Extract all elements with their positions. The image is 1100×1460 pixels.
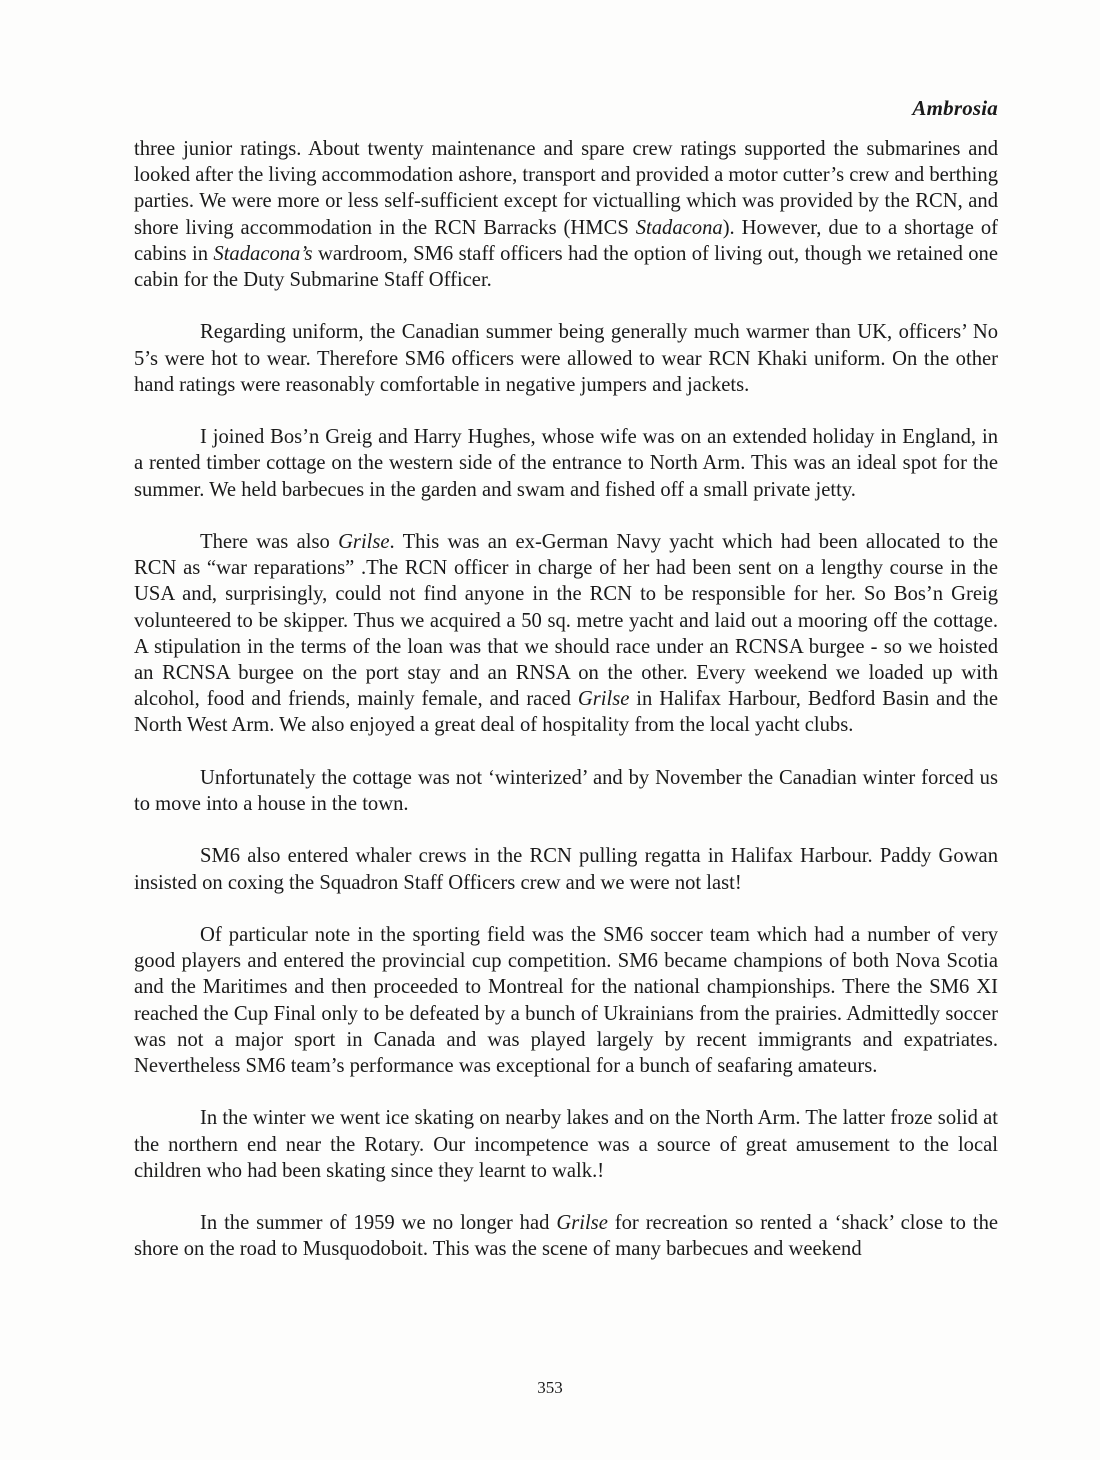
text-run: Unfortunately the cottage was not ‘winterized’ and by November the Canadian winter forced us to move into a house in the town. <box>134 766 998 816</box>
paragraph-5 <box>134 765 998 817</box>
body-text <box>134 136 998 1263</box>
text-run: SM6 also entered whaler crews in the RCN pulling regatta in Halifax Harbour. Paddy Gowan insisted on coxing the Squadron Staff Officers crew and we were not last! <box>134 845 998 894</box>
text-run: in Halifax Harbour, Bedford Basin and the North West Arm. We also enjoyed a great deal of hospitality from the local yacht clubs. <box>134 688 998 737</box>
paragraph-2 <box>134 319 998 398</box>
text-run: In the winter we went ice skating on nearby lakes and on the North Arm. The latter froze solid at the northern end near the Rotary. Our incompetence was a source of great amusement to the local children who had been skating since they learnt to walk.! <box>134 1107 998 1182</box>
text-run-italic: Stadacona <box>635 216 723 239</box>
paragraph-1 <box>134 136 998 293</box>
page-number: 353 <box>537 1378 563 1397</box>
text-run: for recreation so rented a ‘shack’ close to the shore on the road to Musquodoboit. This was the scene of many barbecues and weekend <box>134 1212 999 1261</box>
text-run-italic: Grilse <box>577 688 630 711</box>
text-run: I joined Bos’n Greig and Harry Hughes, whose wife was on an extended holiday in England, in a rented timber cottage on the western side of the entrance to North Arm. This was an ideal spot for the summer. We held barbecues in the garden and swam and fished off a small private jetty. <box>134 426 998 501</box>
paragraph-9 <box>134 1210 998 1262</box>
text-run: ). However, due to a shortage of cabins in <box>134 216 999 265</box>
text-run: . This was an ex-German Navy yacht which had been allocated to the RCN as “war reparations” .The RCN officer in charge of her had been sent on a lengthy course in the USA and, surprisingly, could not find anyone in the RCN to be responsible for her. So Bos’n Greig volunteered to be skipper. Thus we acquired a 50 sq. metre yacht and laid out a mooring off the cottage. A stipulation in the terms of the loan was that we should race under an RCNSA burgee - so we hoisted an RCNSA burgee on the port stay and an RNSA on the other. Every weekend we loaded up with alcohol, food and friends, mainly female, and raced <box>134 531 998 711</box>
paragraph-3 <box>134 424 998 503</box>
paragraph-6 <box>134 843 998 895</box>
paragraph-8 <box>134 1105 998 1184</box>
paragraph-4 <box>134 529 998 739</box>
text-run-italic: Stadacona’s <box>213 242 313 265</box>
text-run: In the summer of 1959 we no longer had <box>200 1212 557 1235</box>
text-run: Of particular note in the sporting field was the SM6 soccer team which had a number of very good players and entered the provincial cup competition. SM6 became champions of both Nova Scotia and the Maritimes and then proceeded to Montreal for the national championships. There the SM6 XI reached the Cup Final only to be defeated by a bunch of Ukrainians from the prairies. Admittedly soccer was not a major sport in Canada and was played largely by recent immigrants and expatriates. Nevertheless SM6 team’s performance was exceptional for a bunch of seafaring amateurs. <box>134 924 998 1078</box>
running-head: Ambrosia <box>912 96 998 120</box>
paragraph-7 <box>134 922 998 1079</box>
text-run: wardroom, SM6 staff officers had the option of living out, though we retained one cabin for the Duty Submarine Staff Officer. <box>134 242 998 292</box>
text-run: Regarding uniform, the Canadian summer being generally much warmer than UK, officers’ No 5’s were hot to wear. Therefore SM6 officers were allowed to wear RCN Khaki uniform. On the other hand ratings were reasonably comfortable in negative jumpers and jackets. <box>134 321 998 396</box>
text-run-italic: Grilse <box>338 531 390 553</box>
text-run: three junior ratings. About twenty maintenance and spare crew ratings supported the submarines and looked after the living accommodation ashore, transport and provided a motor cutter’s crew and berthing parties. We were more or less self-sufficient except for victualling which was provided by the RCN, and shore living accommodation in the RCN Barracks (HMCS <box>134 138 998 239</box>
text-run-italic: Grilse <box>556 1212 608 1235</box>
text-run: There was also <box>200 531 339 553</box>
